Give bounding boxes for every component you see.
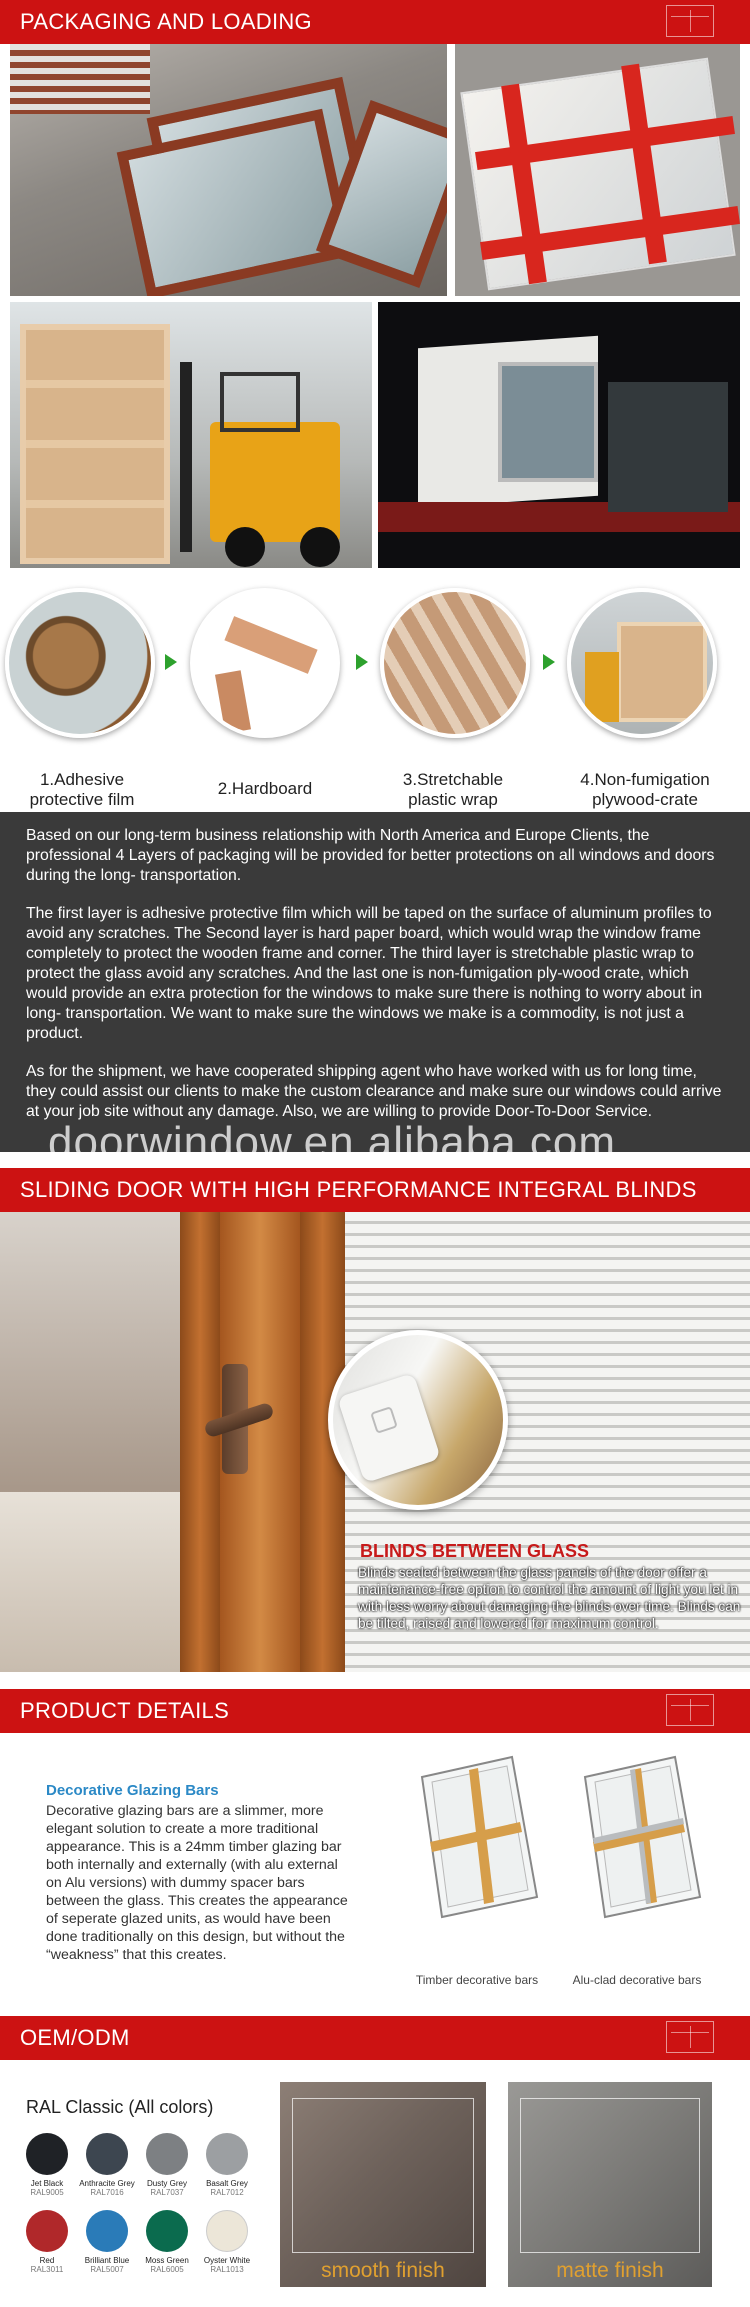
matte-finish-label: matte finish bbox=[556, 2259, 664, 2282]
sliding-banner bbox=[0, 1168, 750, 1212]
glazing-bars-title: Decorative Glazing Bars bbox=[46, 1782, 219, 1799]
step-arrow-icon bbox=[356, 654, 368, 670]
packaging-steps bbox=[0, 586, 750, 812]
description-paragraph: As for the shipment, we have cooperated shipping agent who have worked with us for long time, they could assist our clients to make the custom clearance and make sure our windows could arrive at your job site without any damage. Also, we are willing to provide Door-To-Door Service. bbox=[26, 1063, 722, 1120]
color-swatch bbox=[26, 2133, 68, 2175]
timber-bars-caption: Timber decorative bars bbox=[415, 1973, 539, 1987]
section-title-sliding: SLIDING DOOR WITH HIGH PERFORMANCE INTEGRAL BLINDS bbox=[20, 1177, 697, 1202]
photo-stacked-window-frames bbox=[10, 44, 447, 296]
blinds-description: Blinds sealed between the glass panels of the door offer a maintenance-free option to control the amount of light you let in with less worry about damaging the blinds over time. Blinds can be tilted, raised and lowered for maximum control. bbox=[358, 1565, 741, 1631]
color-swatch-label: Red RAL3011 bbox=[30, 2256, 64, 2274]
photo-forklift-plywood-crate bbox=[10, 302, 372, 568]
banner-decoration-icon bbox=[666, 5, 714, 37]
watermark-text: doorwindow.en.alibaba.com bbox=[48, 1118, 617, 1167]
photo-wrapped-window-with-tape bbox=[455, 44, 740, 296]
description-paragraph: Based on our long-term business relationship with North America and Europe Clients, the professional 4 Layers of packaging will be provided for better protections on all windows and doors during the long- transportation. bbox=[26, 827, 715, 884]
color-swatch bbox=[146, 2210, 188, 2252]
section-title-packaging: PACKAGING AND LOADING bbox=[20, 9, 312, 34]
section-title-oem: OEM/ODM bbox=[20, 2025, 130, 2050]
step-label-2: 2.Hardboard bbox=[217, 779, 313, 798]
color-swatch bbox=[86, 2133, 128, 2175]
packaging-description bbox=[0, 812, 750, 1152]
photo-loading-container-night bbox=[378, 302, 740, 568]
step-image-plastic-wrap bbox=[380, 588, 530, 738]
color-swatch bbox=[206, 2133, 248, 2175]
step-arrow-icon bbox=[165, 654, 177, 670]
color-swatch bbox=[26, 2210, 68, 2252]
color-swatch-label: Jet Black RAL9005 bbox=[30, 2179, 64, 2197]
description-paragraph: The first layer is adhesive protective film which will be taped on the surface of aluminum profiles to avoid any scratches. The Second layer is hard paper board, which would wrap the window frame completely to protect the wooden frame and corner. The third layer is stretchable plastic wrap to protect the glass avoid any scratches. And the last one is non-fumigation ply-wood crate, which would provide an extra protection for the windows to make sure there is nothing to worry about in long- transportation. We want to make sure the windows we make is a commodity, is not just a product. bbox=[26, 905, 712, 1042]
color-swatch bbox=[86, 2210, 128, 2252]
smooth-finish-label: smooth finish bbox=[321, 2259, 445, 2282]
smooth-finish-sample bbox=[280, 2082, 486, 2287]
color-swatch-label: Dusty Grey RAL7037 bbox=[146, 2179, 187, 2197]
banner-decoration-icon bbox=[666, 2021, 714, 2053]
section-title-product: PRODUCT DETAILS bbox=[20, 1698, 230, 1723]
color-swatch bbox=[206, 2210, 248, 2252]
color-swatch-label: Basalt Grey RAL7012 bbox=[206, 2179, 248, 2197]
oem-banner bbox=[0, 2016, 750, 2060]
alu-bars-illustration bbox=[575, 1752, 705, 1922]
packaging-banner bbox=[0, 0, 750, 44]
color-swatch-label: Anthracite Grey RAL7016 bbox=[79, 2179, 135, 2197]
color-swatch bbox=[146, 2133, 188, 2175]
step-arrow-icon bbox=[543, 654, 555, 670]
alu-bars-caption: Alu-clad decorative bars bbox=[572, 1973, 702, 1987]
ral-classic-title: RAL Classic (All colors) bbox=[26, 2097, 214, 2117]
glazing-bars-description: Decorative glazing bars are a slimmer, more elegant solution to create a more traditional appearance. This is a 24mm timber glazing bar both internally and externally (with alu external on Alu versions) with dummy spacer bars between the glass. This creates the appearance of seperate glazed units, as would have been done traditionally on this design, but without the “weakness” that this creates. bbox=[46, 1803, 348, 1963]
banner-decoration-icon bbox=[666, 1694, 714, 1726]
step-image-plywood-crate bbox=[567, 588, 717, 738]
step-label-1: 1.Adhesive protective film bbox=[29, 770, 135, 809]
color-swatch-label: Brilliant Blue RAL5007 bbox=[84, 2256, 130, 2274]
blind-control-closeup bbox=[328, 1330, 508, 1510]
step-image-adhesive-film bbox=[5, 588, 155, 738]
color-swatch-label: Moss Green RAL6005 bbox=[145, 2256, 189, 2274]
blinds-title: BLINDS BETWEEN GLASS bbox=[360, 1541, 590, 1561]
step-image-hardboard bbox=[190, 588, 340, 738]
color-swatch-label: Oyster White RAL1013 bbox=[203, 2256, 251, 2274]
step-label-4: 4.Non-fumigation plywood-crate bbox=[580, 770, 710, 809]
step-label-3: 3.Stretchable plastic wrap bbox=[402, 770, 504, 809]
timber-bars-illustration bbox=[412, 1752, 542, 1922]
product-banner bbox=[0, 1689, 750, 1733]
matte-finish-sample bbox=[508, 2082, 712, 2287]
